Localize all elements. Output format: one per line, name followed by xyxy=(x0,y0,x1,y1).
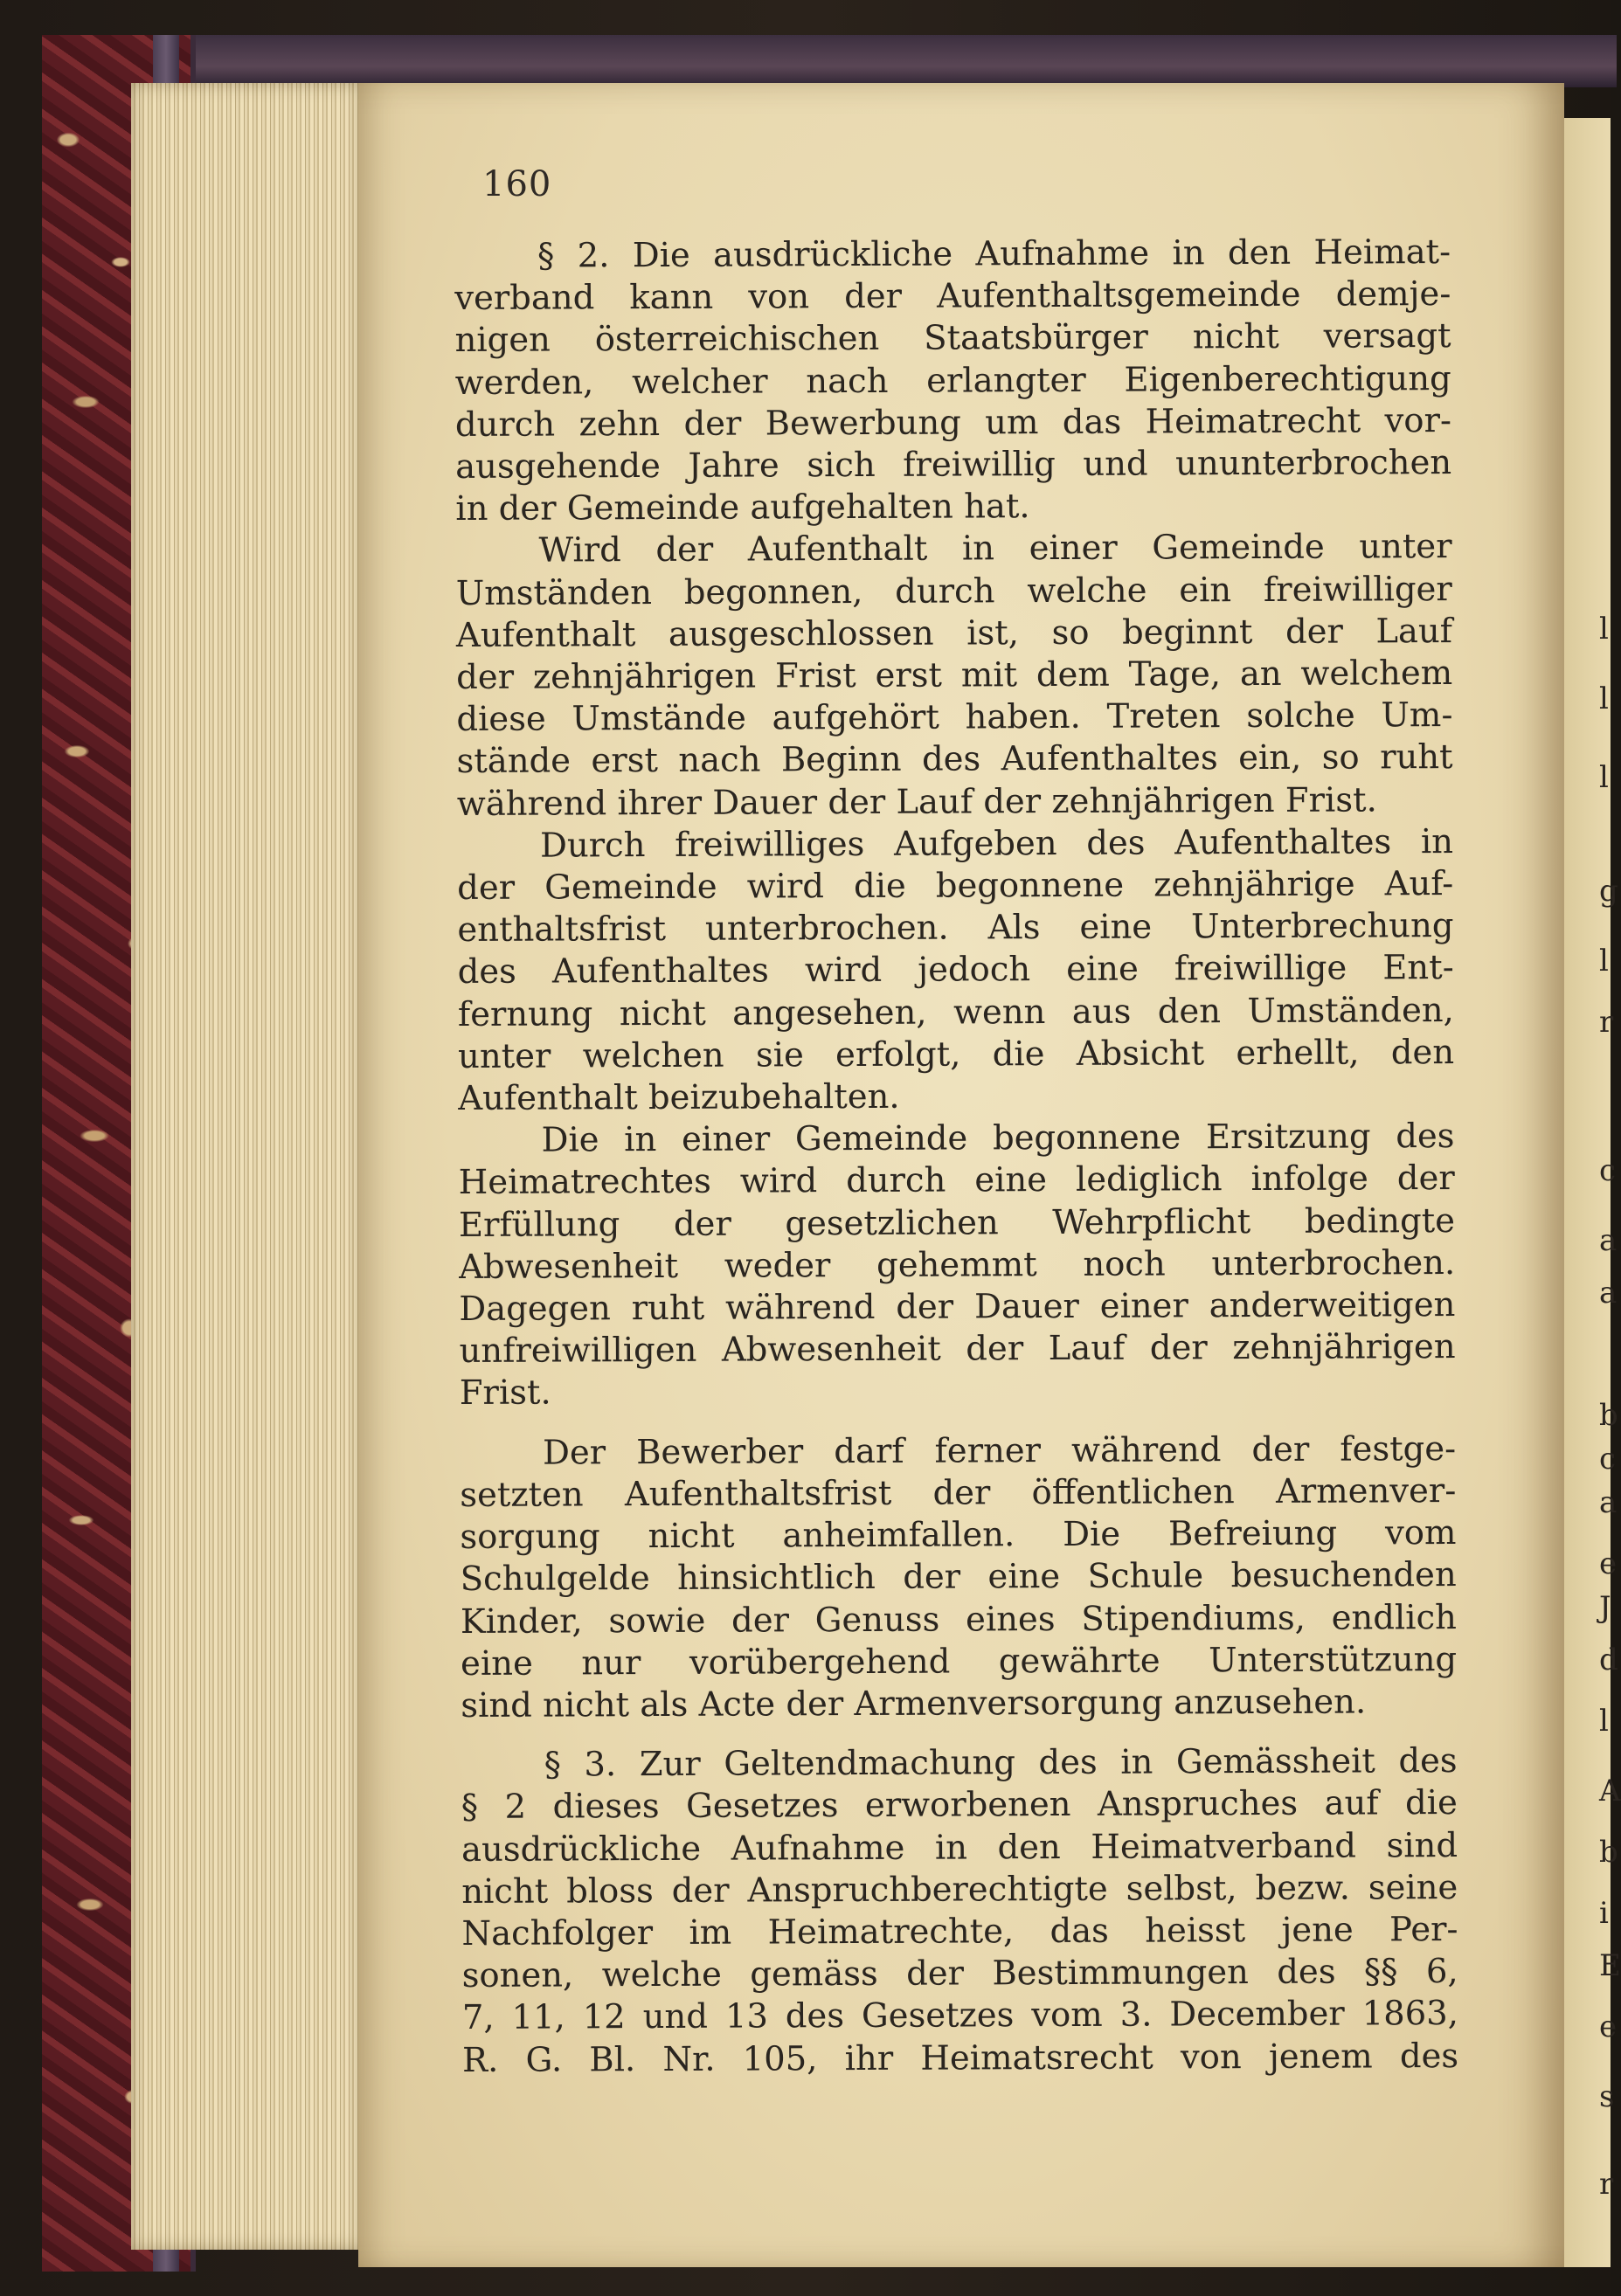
text-line: § 2 dieses Gesetzes erworbenen Anspruches auf die xyxy=(461,1783,1458,1828)
text-line: Nachfolger im Heimatrechte, das heisst jene Per- xyxy=(461,1909,1458,1954)
text-line: werden, welcher nach erlangter Eigenberechtigung xyxy=(454,358,1451,403)
page-text xyxy=(454,232,1458,2082)
text-line: R. G. Bl. Nr. 105, ihr Heimatsrecht von jenem des xyxy=(462,2036,1459,2080)
text-line: Aufenthalt beizubehalten. xyxy=(458,1076,900,1119)
next-page-letter: l xyxy=(1599,612,1609,647)
next-page-letter: l xyxy=(1599,1704,1609,1739)
next-page-letter: i xyxy=(1599,1896,1609,1931)
text-line: ausgehende Jahre sich freiwillig und ununterbrochen xyxy=(455,443,1452,488)
next-page-letter: e xyxy=(1599,2009,1618,2044)
text-line: während ihrer Dauer der Lauf der zehnjährigen Frist. xyxy=(456,780,1377,824)
text-line: Der Bewerber darf ferner während der festge- xyxy=(542,1428,1457,1473)
text-line: der Gemeinde wird die begonnene zehnjährige Auf- xyxy=(457,864,1454,909)
next-page-letter: s xyxy=(1599,2079,1615,2114)
text-line: Erfüllung der gesetzlichen Wehrpflicht bedingte xyxy=(458,1200,1456,1245)
text-line: fernung nicht angesehen, wenn aus den Umständen, xyxy=(457,990,1454,1034)
text-line: Kinder, sowie der Genuss eines Stipendiums, endlich xyxy=(460,1597,1458,1642)
text-line: sind nicht als Acte der Armenversorgung anzusehen. xyxy=(461,1682,1367,1725)
text-line: nigen österreichischen Staatsbürger nicht versagt xyxy=(454,316,1451,361)
page-number: 160 xyxy=(482,164,552,204)
text-line: Abwesenheit weder gehemmt noch unterbrochen. xyxy=(459,1242,1456,1287)
next-page-letter: a xyxy=(1599,1276,1618,1311)
paragraph xyxy=(461,1740,1459,2082)
text-line: unfreiwilligen Abwesenheit der Lauf der zehnjährigen xyxy=(459,1327,1456,1372)
next-page-letter: e xyxy=(1599,1546,1618,1581)
next-page-letter: b xyxy=(1599,1398,1618,1433)
text-line: in der Gemeinde aufgehalten hat. xyxy=(455,487,1030,529)
paragraph xyxy=(460,1428,1457,1727)
text-line: Schulgelde hinsichtlich der eine Schule besuchenden xyxy=(460,1555,1457,1600)
text-line: Aufenthalt ausgeschlossen ist, so beginnt der Lauf xyxy=(455,611,1453,655)
next-page-letter: l xyxy=(1599,760,1609,795)
next-page-letter: r xyxy=(1599,2167,1614,2202)
book-cover-top xyxy=(52,35,1617,87)
next-page-letter: b xyxy=(1599,1835,1618,1870)
paragraph xyxy=(457,821,1454,1120)
text-line: durch zehn der Bewerbung um das Heimatrecht vor- xyxy=(454,400,1452,445)
text-line: Umständen begonnen, durch welche ein freiwilliger xyxy=(455,569,1452,613)
text-line: verband kann von der Aufenthaltsgemeinde demje- xyxy=(454,274,1451,319)
next-page-letter: l xyxy=(1599,681,1609,716)
next-page-letter: a xyxy=(1599,1485,1618,1520)
text-line: sorgung nicht anheimfallen. Die Befreiung vom xyxy=(460,1513,1457,1558)
text-line: enthaltsfrist unterbrochen. Als eine Unterbrechung xyxy=(457,906,1454,951)
text-line: unter welchen sie erfolgt, die Absicht erhellt, den xyxy=(458,1032,1455,1076)
text-line: Die in einer Gemeinde begonnene Ersitzung des xyxy=(541,1117,1455,1160)
text-line: Heimatrechtes wird durch eine lediglich infolge der xyxy=(458,1158,1455,1203)
text-line: eine nur vorübergehend gewährte Unterstützung xyxy=(461,1639,1458,1684)
text-line: 7, 11, 12 und 13 des Gesetzes vom 3. December 1863, xyxy=(461,1994,1458,2038)
text-line: Wird der Aufenthalt in einer Gemeinde unter xyxy=(538,527,1452,571)
text-line: § 3. Zur Geltendmachung des in Gemässheit des xyxy=(544,1741,1458,1785)
text-line: setzten Aufenthaltsfrist der öffentlichen Armenver- xyxy=(460,1470,1457,1515)
next-page-letter: c xyxy=(1599,1153,1617,1188)
next-page-letter: E xyxy=(1599,1948,1621,1983)
text-line: Frist. xyxy=(459,1373,551,1414)
next-page-letter: r xyxy=(1599,1005,1614,1040)
page-stack-edges xyxy=(131,83,363,2250)
paragraph xyxy=(458,1116,1455,1414)
text-line: des Aufenthaltes wird jedoch eine freiwillige Ent- xyxy=(457,948,1454,992)
next-page-letter: J xyxy=(1599,1590,1611,1625)
text-line: nicht bloss der Anspruchberechtigte selbst, bezw. seine xyxy=(461,1867,1458,1912)
text-line: der zehnjährigen Frist erst mit dem Tage, an welchem xyxy=(456,654,1453,698)
paragraph xyxy=(455,526,1452,825)
next-page-letter: d xyxy=(1599,1642,1618,1677)
next-page-letter: c xyxy=(1599,1442,1617,1476)
text-line: stände erst nach Beginn des Aufenthaltes ein, so ruht xyxy=(456,737,1453,782)
text-line: ausdrückliche Aufnahme in den Heimatverband sind xyxy=(461,1825,1458,1870)
text-line: sonen, welche gemäss der Bestimmungen des §§ 6, xyxy=(461,1952,1458,1996)
text-line: Dagegen ruht während der Dauer einer anderweitigen xyxy=(459,1285,1456,1330)
next-page-letter: a xyxy=(1599,1223,1618,1258)
next-page-letter: A xyxy=(1599,1774,1621,1808)
text-line: § 2. Die ausdrückliche Aufnahme in den Heimat- xyxy=(537,232,1451,276)
text-line: Durch freiwilliges Aufgeben des Aufenthaltes in xyxy=(539,821,1454,866)
next-page-letter: g xyxy=(1599,874,1618,909)
paragraph xyxy=(454,232,1451,530)
next-page-letter: l xyxy=(1599,944,1609,979)
text-line: diese Umstände aufgehört haben. Treten solche Um- xyxy=(456,695,1453,740)
